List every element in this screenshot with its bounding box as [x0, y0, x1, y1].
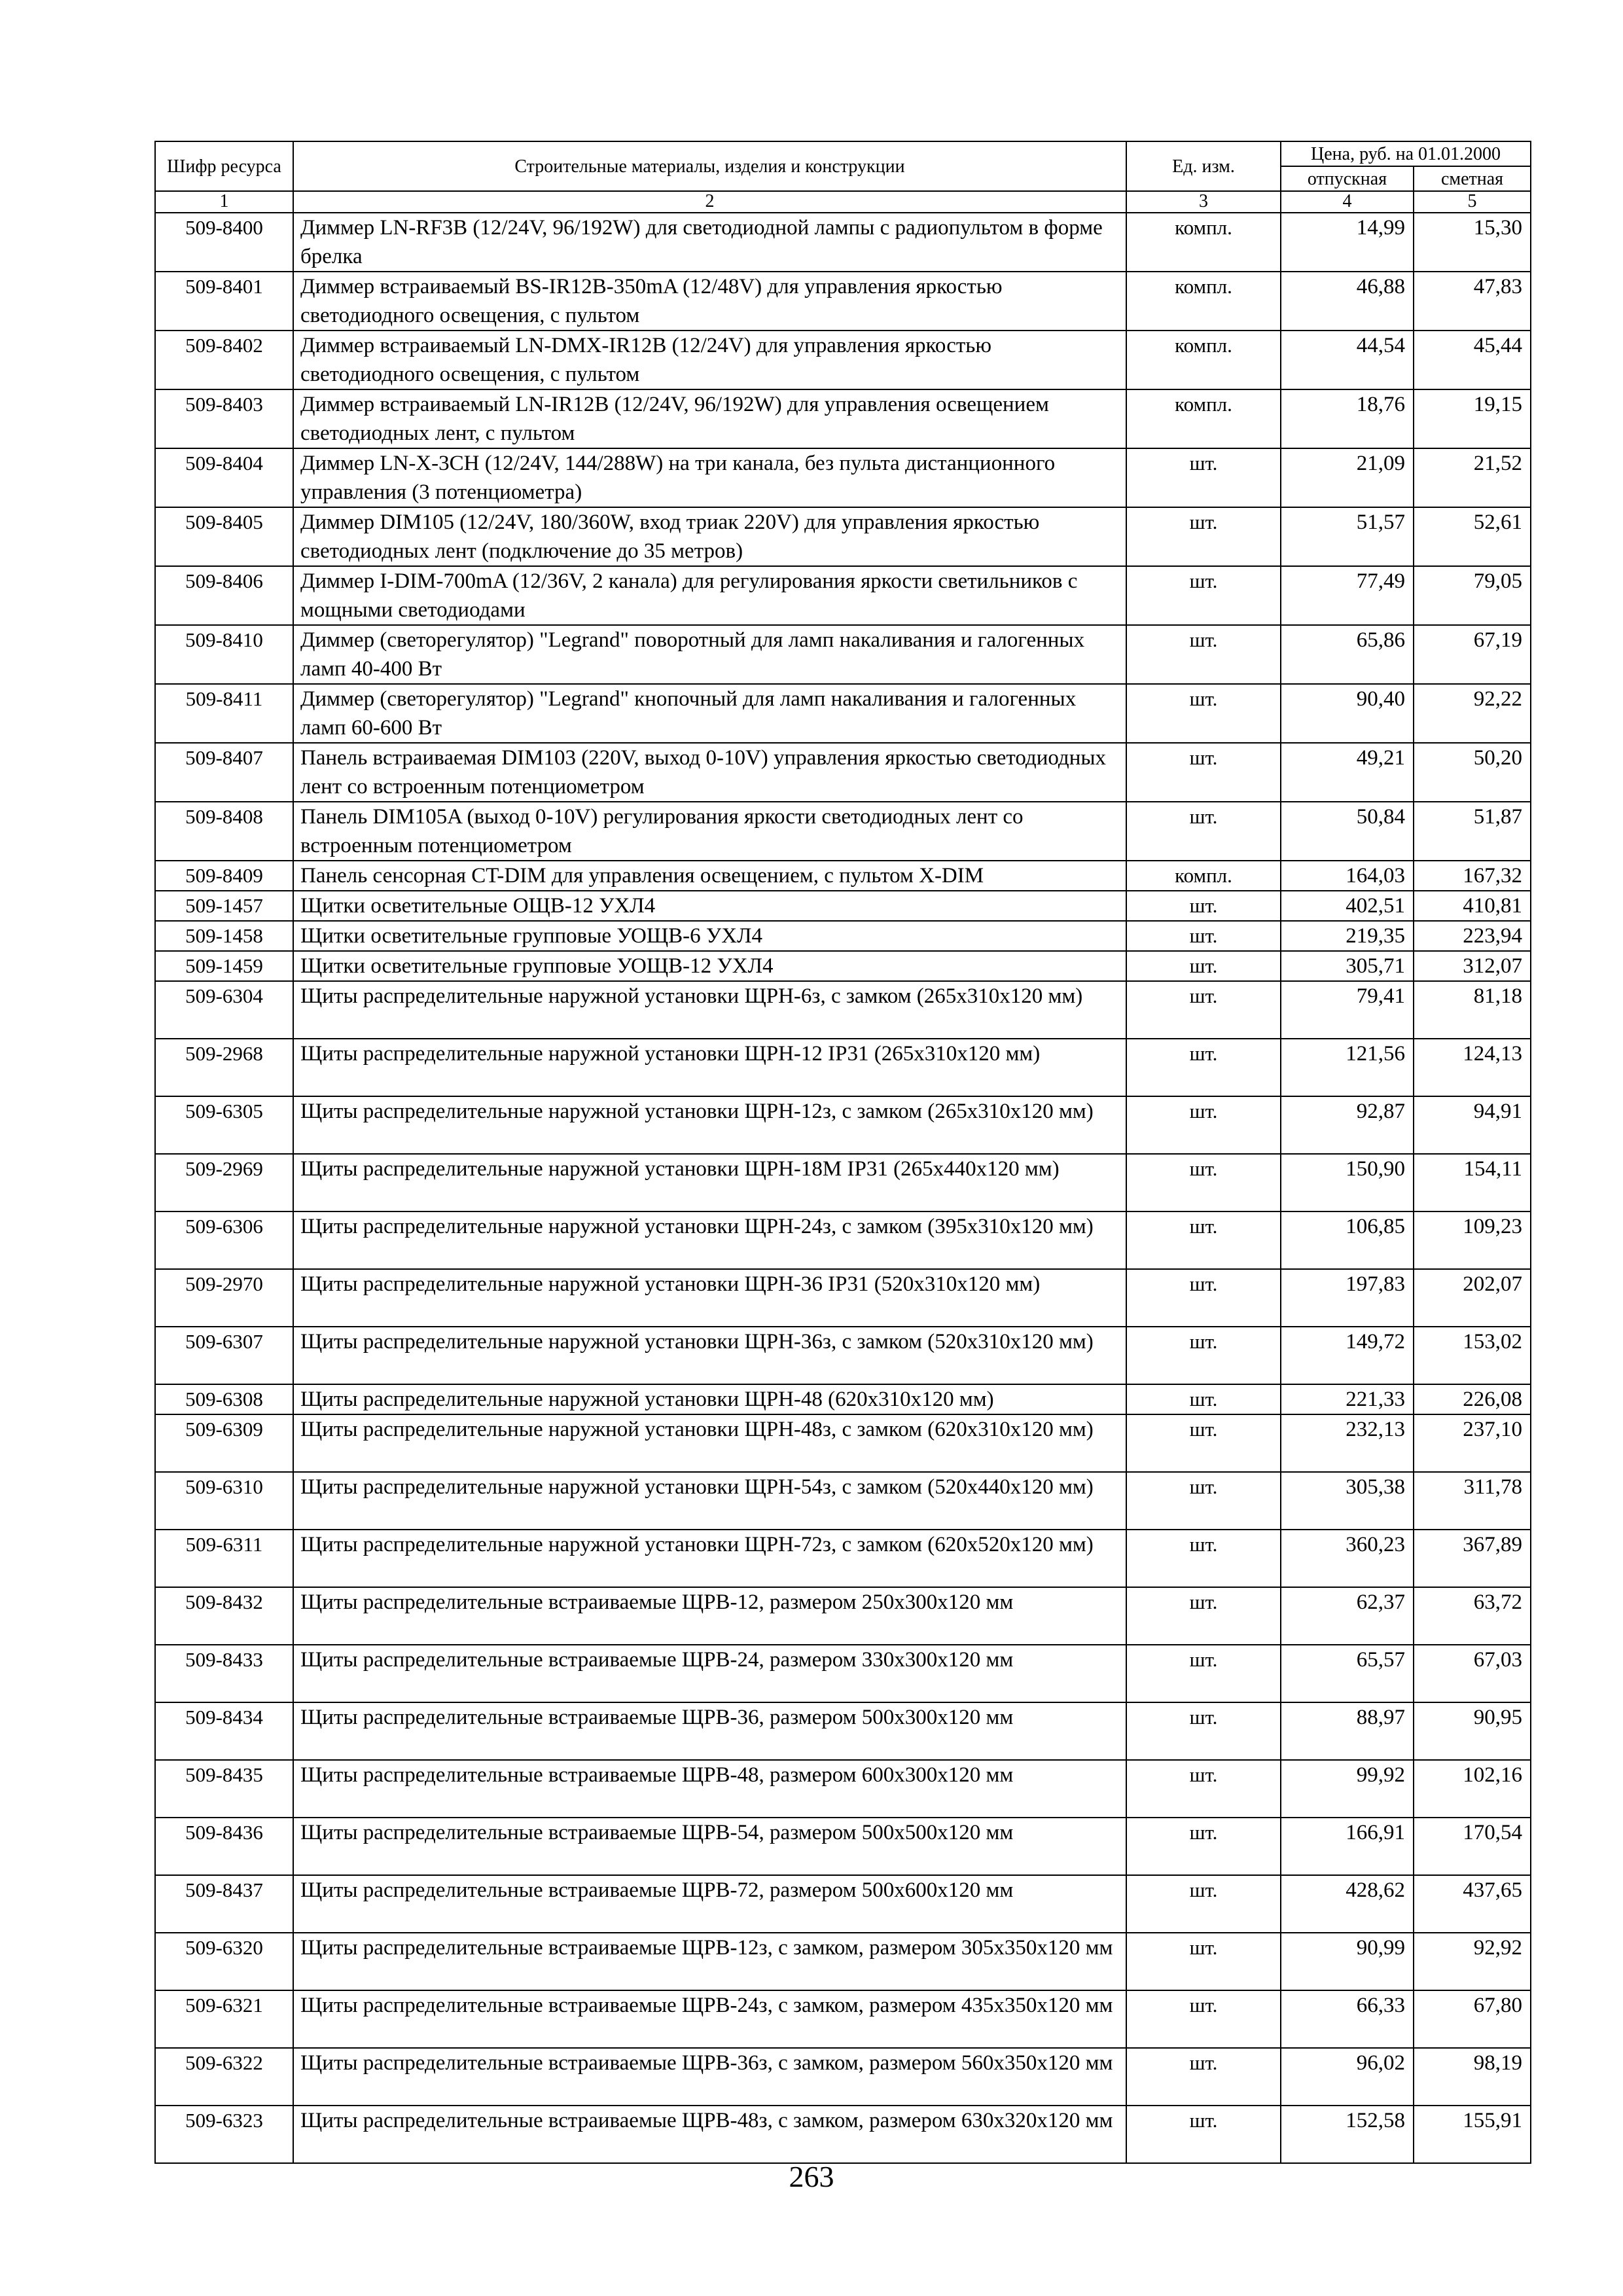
release-price-cell: 402,51	[1281, 891, 1414, 921]
release-price-cell: 79,41	[1281, 981, 1414, 1039]
release-price-cell: 219,35	[1281, 921, 1414, 951]
resource-code-cell: 509-2969	[155, 1154, 293, 1211]
material-name-cell: Щиты распределительные встраиваемые ЩРВ-36з, с замком, размером 560x350x120 мм	[293, 2048, 1126, 2106]
material-name-cell: Диммер DIM105 (12/24V, 180/360W, вход триак 220V) для управления яркостью светодиодных лент (подключение до 35 метров)	[293, 507, 1126, 566]
resource-code-cell: 509-6322	[155, 2048, 293, 2106]
unit-cell: шт.	[1126, 2048, 1281, 2106]
table-body	[155, 213, 1531, 2163]
table-row	[155, 1039, 1531, 1096]
estimate-price-cell: 312,07	[1414, 951, 1531, 981]
estimate-price-cell: 226,08	[1414, 1384, 1531, 1414]
release-price-cell: 121,56	[1281, 1039, 1414, 1096]
material-name-cell: Щиты распределительные встраиваемые ЩРВ-48, размером 600x300x120 мм	[293, 1760, 1126, 1818]
unit-cell: компл.	[1126, 272, 1281, 331]
estimate-price-cell: 50,20	[1414, 743, 1531, 802]
table-row	[155, 2048, 1531, 2106]
header-code: Шифр ресурса	[155, 141, 293, 191]
release-price-cell: 428,62	[1281, 1875, 1414, 1933]
release-price-cell: 77,49	[1281, 566, 1414, 625]
unit-cell: шт.	[1126, 1587, 1281, 1645]
header-estimate-price: сметная	[1414, 166, 1531, 191]
material-name-cell: Щитки осветительные групповые УОЩВ-12 УХЛ4	[293, 951, 1126, 981]
table-row	[155, 1096, 1531, 1154]
material-name-cell: Панель сенсорная CT-DIM для управления освещением, с пультом X-DIM	[293, 861, 1126, 891]
release-price-cell: 62,37	[1281, 1587, 1414, 1645]
resource-code-cell: 509-8434	[155, 1702, 293, 1760]
table-row	[155, 1933, 1531, 1990]
resource-code-cell: 509-6320	[155, 1933, 293, 1990]
estimate-price-cell: 223,94	[1414, 921, 1531, 951]
resource-code-cell: 509-6306	[155, 1211, 293, 1269]
resource-code-cell: 509-8401	[155, 272, 293, 331]
unit-cell: шт.	[1126, 1096, 1281, 1154]
material-name-cell: Диммер встраиваемый LN-IR12B (12/24V, 96/192W) для управления освещением светодиодных лент, с пультом	[293, 389, 1126, 448]
page-number: 263	[789, 2160, 834, 2193]
table-header	[155, 141, 1531, 213]
table-row	[155, 1760, 1531, 1818]
release-price-cell: 66,33	[1281, 1990, 1414, 2048]
material-name-cell: Щитки осветительные ОЩВ-12 УХЛ4	[293, 891, 1126, 921]
release-price-cell: 149,72	[1281, 1327, 1414, 1384]
table-row	[155, 921, 1531, 951]
resource-code-cell: 509-8404	[155, 448, 293, 507]
release-price-cell: 305,71	[1281, 951, 1414, 981]
release-price-cell: 51,57	[1281, 507, 1414, 566]
release-price-cell: 99,92	[1281, 1760, 1414, 1818]
resource-code-cell: 509-8410	[155, 625, 293, 684]
release-price-cell: 44,54	[1281, 331, 1414, 389]
estimate-price-cell: 63,72	[1414, 1587, 1531, 1645]
material-name-cell: Щиты распределительные наружной установки ЩРН-12з, с замком (265x310x120 мм)	[293, 1096, 1126, 1154]
price-table	[154, 141, 1531, 2164]
release-price-cell: 90,99	[1281, 1933, 1414, 1990]
material-name-cell: Панель встраиваемая DIM103 (220V, выход 0-10V) управления яркостью светодиодных лент со встроенным потенциометром	[293, 743, 1126, 802]
estimate-price-cell: 90,95	[1414, 1702, 1531, 1760]
unit-cell: шт.	[1126, 951, 1281, 981]
unit-cell: шт.	[1126, 1211, 1281, 1269]
table-row	[155, 331, 1531, 389]
unit-cell: шт.	[1126, 1327, 1281, 1384]
material-name-cell: Щиты распределительные наружной установки ЩРН-36з, с замком (520x310x120 мм)	[293, 1327, 1126, 1384]
release-price-cell: 221,33	[1281, 1384, 1414, 1414]
estimate-price-cell: 202,07	[1414, 1269, 1531, 1327]
resource-code-cell: 509-8411	[155, 684, 293, 743]
resource-code-cell: 509-8433	[155, 1645, 293, 1702]
resource-code-cell: 509-1459	[155, 951, 293, 981]
resource-code-cell: 509-8407	[155, 743, 293, 802]
material-name-cell: Щиты распределительные наружной установки ЩРН-54з, с замком (520x440x120 мм)	[293, 1472, 1126, 1530]
resource-code-cell: 509-8437	[155, 1875, 293, 1933]
table-row	[155, 1990, 1531, 2048]
unit-cell: компл.	[1126, 389, 1281, 448]
estimate-price-cell: 167,32	[1414, 861, 1531, 891]
table-row	[155, 891, 1531, 921]
material-name-cell: Щиты распределительные наружной установки ЩРН-48з, с замком (620x310x120 мм)	[293, 1414, 1126, 1472]
release-price-cell: 65,57	[1281, 1645, 1414, 1702]
estimate-price-cell: 21,52	[1414, 448, 1531, 507]
release-price-cell: 46,88	[1281, 272, 1414, 331]
estimate-price-cell: 67,03	[1414, 1645, 1531, 1702]
unit-cell: шт.	[1126, 625, 1281, 684]
resource-code-cell: 509-8405	[155, 507, 293, 566]
table-row	[155, 861, 1531, 891]
table-row	[155, 625, 1531, 684]
estimate-price-cell: 79,05	[1414, 566, 1531, 625]
unit-cell: шт.	[1126, 1702, 1281, 1760]
material-name-cell: Щиты распределительные встраиваемые ЩРВ-24, размером 330x300x120 мм	[293, 1645, 1126, 1702]
column-number: 3	[1126, 191, 1281, 213]
table-row	[155, 213, 1531, 272]
material-name-cell: Диммер LN-RF3B (12/24V, 96/192W) для светодиодной лампы с радиопультом в форме брелка	[293, 213, 1126, 272]
unit-cell: шт.	[1126, 743, 1281, 802]
unit-cell: шт.	[1126, 921, 1281, 951]
material-name-cell: Щиты распределительные наружной установки ЩРН-48 (620x310x120 мм)	[293, 1384, 1126, 1414]
resource-code-cell: 509-1458	[155, 921, 293, 951]
material-name-cell: Диммер LN-X-3CH (12/24V, 144/288W) на три канала, без пульта дистанционного управления (3 потенциометра)	[293, 448, 1126, 507]
estimate-price-cell: 47,83	[1414, 272, 1531, 331]
release-price-cell: 164,03	[1281, 861, 1414, 891]
material-name-cell: Щиты распределительные встраиваемые ЩРВ-54, размером 500x500x120 мм	[293, 1818, 1126, 1875]
unit-cell: шт.	[1126, 448, 1281, 507]
resource-code-cell: 509-6307	[155, 1327, 293, 1384]
header-materials: Строительные материалы, изделия и конструкции	[293, 141, 1126, 191]
resource-code-cell: 509-8403	[155, 389, 293, 448]
table-row	[155, 1154, 1531, 1211]
unit-cell: компл.	[1126, 861, 1281, 891]
table-row	[155, 1645, 1531, 1702]
estimate-price-cell: 67,19	[1414, 625, 1531, 684]
table-row	[155, 1875, 1531, 1933]
resource-code-cell: 509-8436	[155, 1818, 293, 1875]
release-price-cell: 106,85	[1281, 1211, 1414, 1269]
material-name-cell: Диммер (светорегулятор) "Legrand" кнопочный для ламп накаливания и галогенных ламп 60-600 Вт	[293, 684, 1126, 743]
release-price-cell: 88,97	[1281, 1702, 1414, 1760]
table-row	[155, 1414, 1531, 1472]
material-name-cell: Диммер встраиваемый BS-IR12B-350mA (12/48V) для управления яркостью светодиодного освещения, с пультом	[293, 272, 1126, 331]
material-name-cell: Щиты распределительные наружной установки ЩРН-6з, с замком (265x310x120 мм)	[293, 981, 1126, 1039]
material-name-cell: Щиты распределительные встраиваемые ЩРВ-36, размером 500x300x120 мм	[293, 1702, 1126, 1760]
material-name-cell: Щитки осветительные групповые УОЩВ-6 УХЛ4	[293, 921, 1126, 951]
unit-cell: шт.	[1126, 507, 1281, 566]
material-name-cell: Щиты распределительные наружной установки ЩРН-72з, с замком (620x520x120 мм)	[293, 1530, 1126, 1587]
release-price-cell: 21,09	[1281, 448, 1414, 507]
resource-code-cell: 509-6311	[155, 1530, 293, 1587]
table-row	[155, 1818, 1531, 1875]
resource-code-cell: 509-6308	[155, 1384, 293, 1414]
unit-cell: шт.	[1126, 1818, 1281, 1875]
release-price-cell: 90,40	[1281, 684, 1414, 743]
resource-code-cell: 509-2970	[155, 1269, 293, 1327]
table-row	[155, 743, 1531, 802]
material-name-cell: Щиты распределительные наружной установки ЩРН-12 IP31 (265x310x120 мм)	[293, 1039, 1126, 1096]
estimate-price-cell: 237,10	[1414, 1414, 1531, 1472]
resource-code-cell: 509-6310	[155, 1472, 293, 1530]
release-price-cell: 360,23	[1281, 1530, 1414, 1587]
estimate-price-cell: 109,23	[1414, 1211, 1531, 1269]
release-price-cell: 150,90	[1281, 1154, 1414, 1211]
table-row	[155, 1211, 1531, 1269]
estimate-price-cell: 170,54	[1414, 1818, 1531, 1875]
table-row	[155, 566, 1531, 625]
table-row	[155, 951, 1531, 981]
material-name-cell: Панель DIM105A (выход 0-10V) регулирования яркости светодиодных лент со встроенным потенциометром	[293, 802, 1126, 861]
release-price-cell: 305,38	[1281, 1472, 1414, 1530]
unit-cell: шт.	[1126, 1414, 1281, 1472]
resource-code-cell: 509-6309	[155, 1414, 293, 1472]
resource-code-cell: 509-8402	[155, 331, 293, 389]
release-price-cell: 65,86	[1281, 625, 1414, 684]
table-row	[155, 1530, 1531, 1587]
column-number: 5	[1414, 191, 1531, 213]
release-price-cell: 49,21	[1281, 743, 1414, 802]
estimate-price-cell: 94,91	[1414, 1096, 1531, 1154]
estimate-price-cell: 124,13	[1414, 1039, 1531, 1096]
unit-cell: компл.	[1126, 213, 1281, 272]
unit-cell: шт.	[1126, 1039, 1281, 1096]
table-row	[155, 981, 1531, 1039]
resource-code-cell: 509-8432	[155, 1587, 293, 1645]
material-name-cell: Щиты распределительные встраиваемые ЩРВ-12з, с замком, размером 305x350x120 мм	[293, 1933, 1126, 1990]
unit-cell: компл.	[1126, 331, 1281, 389]
material-name-cell: Щиты распределительные наружной установки ЩРН-24з, с замком (395x310x120 мм)	[293, 1211, 1126, 1269]
estimate-price-cell: 51,87	[1414, 802, 1531, 861]
estimate-price-cell: 367,89	[1414, 1530, 1531, 1587]
estimate-price-cell: 45,44	[1414, 331, 1531, 389]
unit-cell: шт.	[1126, 1269, 1281, 1327]
estimate-price-cell: 311,78	[1414, 1472, 1531, 1530]
column-number-row	[155, 191, 1531, 213]
column-number: 1	[155, 191, 293, 213]
material-name-cell: Щиты распределительные наружной установки ЩРН-36 IP31 (520x310x120 мм)	[293, 1269, 1126, 1327]
estimate-price-cell: 154,11	[1414, 1154, 1531, 1211]
estimate-price-cell: 437,65	[1414, 1875, 1531, 1933]
resource-code-cell: 509-2968	[155, 1039, 293, 1096]
table-row	[155, 684, 1531, 743]
table-row	[155, 272, 1531, 331]
column-number: 2	[293, 191, 1126, 213]
release-price-cell: 232,13	[1281, 1414, 1414, 1472]
release-price-cell: 92,87	[1281, 1096, 1414, 1154]
estimate-price-cell: 98,19	[1414, 2048, 1531, 2106]
unit-cell: шт.	[1126, 1154, 1281, 1211]
table-row	[155, 1384, 1531, 1414]
table-row	[155, 1587, 1531, 1645]
estimate-price-cell: 102,16	[1414, 1760, 1531, 1818]
estimate-price-cell: 15,30	[1414, 213, 1531, 272]
resource-code-cell: 509-6323	[155, 2106, 293, 2163]
table-row	[155, 802, 1531, 861]
unit-cell: шт.	[1126, 1530, 1281, 1587]
material-name-cell: Диммер встраиваемый LN-DMX-IR12B (12/24V) для управления яркостью светодиодного освещения, с пультом	[293, 331, 1126, 389]
header-release-price: отпускная	[1281, 166, 1414, 191]
table-row	[155, 1472, 1531, 1530]
unit-cell: шт.	[1126, 1384, 1281, 1414]
estimate-price-cell: 410,81	[1414, 891, 1531, 921]
unit-cell: шт.	[1126, 1875, 1281, 1933]
estimate-price-cell: 155,91	[1414, 2106, 1531, 2163]
unit-cell: шт.	[1126, 891, 1281, 921]
resource-code-cell: 509-6304	[155, 981, 293, 1039]
table-row	[155, 1702, 1531, 1760]
material-name-cell: Диммер (светорегулятор) "Legrand" поворотный для ламп накаливания и галогенных ламп 40-400 Вт	[293, 625, 1126, 684]
release-price-cell: 14,99	[1281, 213, 1414, 272]
column-number: 4	[1281, 191, 1414, 213]
estimate-price-cell: 92,22	[1414, 684, 1531, 743]
estimate-price-cell: 81,18	[1414, 981, 1531, 1039]
table-row	[155, 1327, 1531, 1384]
header-price: Цена, руб. на 01.01.2000	[1281, 141, 1531, 166]
estimate-price-cell: 52,61	[1414, 507, 1531, 566]
unit-cell: шт.	[1126, 2106, 1281, 2163]
estimate-price-cell: 19,15	[1414, 389, 1531, 448]
material-name-cell: Щиты распределительные встраиваемые ЩРВ-72, размером 500x600x120 мм	[293, 1875, 1126, 1933]
resource-code-cell: 509-6305	[155, 1096, 293, 1154]
unit-cell: шт.	[1126, 1933, 1281, 1990]
unit-cell: шт.	[1126, 1760, 1281, 1818]
release-price-cell: 152,58	[1281, 2106, 1414, 2163]
resource-code-cell: 509-8406	[155, 566, 293, 625]
estimate-price-cell: 153,02	[1414, 1327, 1531, 1384]
table-row	[155, 1269, 1531, 1327]
material-name-cell: Щиты распределительные наружной установки ЩРН-18М IP31 (265x440x120 мм)	[293, 1154, 1126, 1211]
material-name-cell: Щиты распределительные встраиваемые ЩРВ-24з, с замком, размером 435x350x120 мм	[293, 1990, 1126, 2048]
table-row	[155, 507, 1531, 566]
release-price-cell: 166,91	[1281, 1818, 1414, 1875]
unit-cell: шт.	[1126, 1990, 1281, 2048]
price-table-sheet	[154, 141, 1530, 2164]
unit-cell: шт.	[1126, 802, 1281, 861]
resource-code-cell: 509-1457	[155, 891, 293, 921]
material-name-cell: Щиты распределительные встраиваемые ЩРВ-12, размером 250x300x120 мм	[293, 1587, 1126, 1645]
material-name-cell: Диммер I-DIM-700mA (12/36V, 2 канала) для регулирования яркости светильников с мощными светодиодами	[293, 566, 1126, 625]
header-unit: Ед. изм.	[1126, 141, 1281, 191]
table-row	[155, 2106, 1531, 2163]
unit-cell: шт.	[1126, 1645, 1281, 1702]
release-price-cell: 18,76	[1281, 389, 1414, 448]
release-price-cell: 96,02	[1281, 2048, 1414, 2106]
resource-code-cell: 509-8409	[155, 861, 293, 891]
resource-code-cell: 509-8400	[155, 213, 293, 272]
material-name-cell: Щиты распределительные встраиваемые ЩРВ-48з, с замком, размером 630x320x120 мм	[293, 2106, 1126, 2163]
estimate-price-cell: 67,80	[1414, 1990, 1531, 2048]
table-row	[155, 389, 1531, 448]
release-price-cell: 50,84	[1281, 802, 1414, 861]
resource-code-cell: 509-8435	[155, 1760, 293, 1818]
estimate-price-cell: 92,92	[1414, 1933, 1531, 1990]
release-price-cell: 197,83	[1281, 1269, 1414, 1327]
unit-cell: шт.	[1126, 684, 1281, 743]
unit-cell: шт.	[1126, 566, 1281, 625]
resource-code-cell: 509-6321	[155, 1990, 293, 2048]
resource-code-cell: 509-8408	[155, 802, 293, 861]
unit-cell: шт.	[1126, 1472, 1281, 1530]
unit-cell: шт.	[1126, 981, 1281, 1039]
table-row	[155, 448, 1531, 507]
